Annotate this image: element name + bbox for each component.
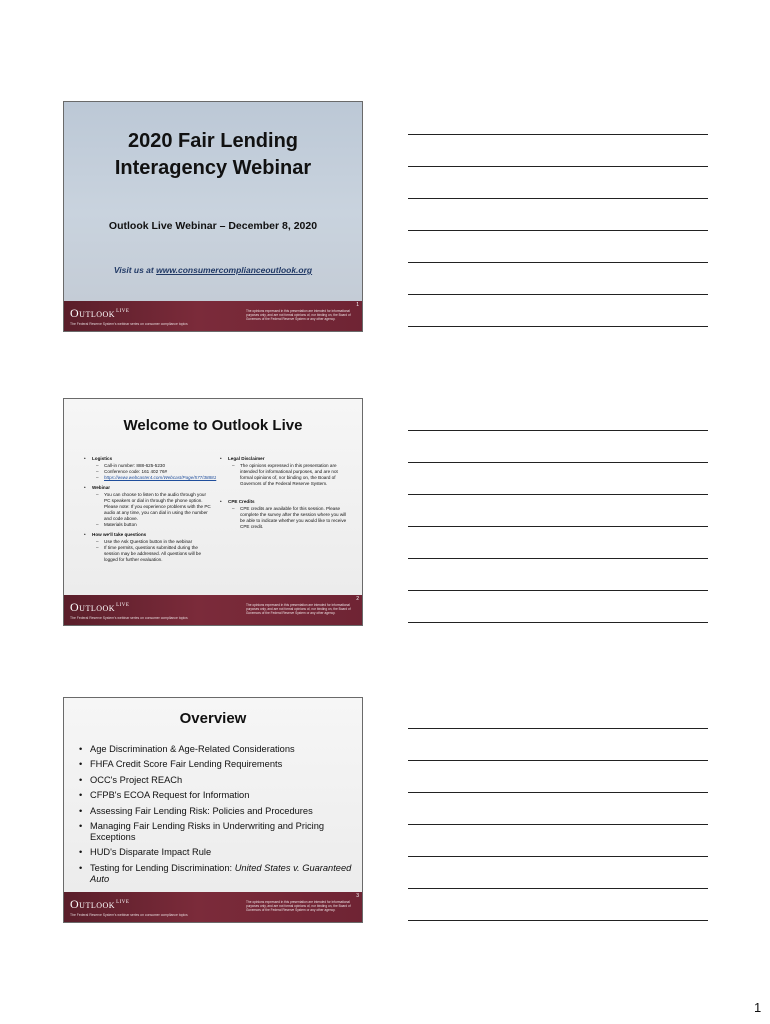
footer-tagline: The Federal Reserve System's webinar series on consumer compliance topics [70,322,188,326]
note-line [408,526,708,527]
note-line [408,824,708,825]
slide-number: 3 [356,893,359,899]
list-item: • Assessing Fair Lending Risk: Policies and Procedures [90,806,363,817]
slide-2-right-column [218,452,350,530]
list-item: • Testing for Lending Discrimination: United States v. Guaranteed Auto [90,863,363,885]
slide-footer [64,892,362,922]
list-item: • Managing Fair Lending Risks in Underwriting and Pricing Exceptions [90,821,363,843]
outlook-logo: Outlook$^{LIVE}$ [70,897,130,911]
slide-1-visit [64,265,362,275]
note-line [408,558,708,559]
slide-1-title-line-2: Interagency Webinar [114,157,312,179]
slide-1-title [64,128,362,182]
footer-disclaimer: The opinions expressed in this presentation are intended for informational purposes only, and are not formal opinions of, nor binding on, the Board of Governors of the Federal Reserve System or any other agency. [246,603,351,615]
cpe-text: – CPE credits are available for this session. Please complete the survey after the session where you will be able to indicate whether you would like to receive CPE credit. [240,506,350,530]
slide-2-body [64,399,362,597]
questions-section: • How we'll take questions – Use the Ask Question button in the webinar – If time permits, questions submitted during the session may be addressed. All questions will be logged for further evaluation. [92,532,212,563]
note-line [408,134,708,135]
list-item: • FHFA Credit Score Fair Lending Requirements [90,759,363,770]
logistics-phone: – Call-in number: 888-625-5230 [104,463,212,469]
footer-tagline: The Federal Reserve System's webinar series on consumer compliance topics [70,913,188,917]
list-item: • HUD's Disparate Impact Rule [90,847,363,858]
slide-2-left-column [82,452,217,563]
webinar-audio-note: – You can choose to listen to the audio through your PC speakers or dial in through the phone option. Please note: If you experience problems with the PC audio at any time, you can dial in using the number and code above. [104,492,212,522]
slide-2 [63,398,363,626]
slide-2-title: Welcome to Outlook Live [123,417,303,434]
footer-disclaimer: The opinions expressed in this presentation are intended for informational purposes only, and are not formal opinions of, nor binding on, the Board of Governors of the Federal Reserve System or any other agency. [246,900,351,912]
note-line [408,622,708,623]
cpe-section: • CPE Credits – CPE credits are available for this session. Please complete the survey after the session where you will be able to indicate whether you would like to receive CPE credit. [228,499,350,530]
slide-footer [64,595,362,625]
list-item: • CFPB's ECOA Request for Information [90,790,363,801]
footer-tagline: The Federal Reserve System's webinar series on consumer compliance topics [70,616,188,620]
logistics-code: – Conference code: 161 402 76# [104,469,212,475]
webinar-section: • Webinar – You can choose to listen to the audio through your PC speakers or dial in through the phone option. Please note: If you experience problems with the PC audio at any time, you can dial in using the number and code above. – Materials button [92,485,212,528]
questions-time: – If time permits, questions submitted during the session may be addressed. All questions will be logged for further evaluation. [104,545,212,563]
note-line [408,494,708,495]
page-number: 1 [754,1000,762,1015]
slide-3-title: Overview [179,710,247,727]
slide-footer [64,301,362,331]
note-line [408,326,708,327]
webcast-link[interactable]: https://www.webcaster4.com/Webcast/Page/577/38881 [104,475,217,480]
note-line [408,462,708,463]
slide-3 [63,697,363,923]
note-line [408,728,708,729]
note-line [408,198,708,199]
legal-text: – The opinions expressed in this presentation are intended for informational purposes, and are not formal opinions of, nor binding on, the Board of Governors of the Federal Reserve System. [240,463,350,487]
slide-1 [63,101,363,332]
outlook-logo: Outlook$^{LIVE}$ [70,600,130,614]
outlook-logo: Outlook$^{LIVE}$ [70,306,130,320]
note-line [408,760,708,761]
slide-1-body [64,102,362,303]
questions-ask: – Use the Ask Question button in the webinar [104,539,212,545]
list-item: • Age Discrimination & Age-Related Considerations [90,744,363,755]
note-line [408,888,708,889]
overview-list [76,744,363,889]
note-line [408,590,708,591]
note-line [408,262,708,263]
note-line [408,166,708,167]
website-link[interactable]: www.consumercomplianceoutlook.org [156,265,313,275]
legal-section: • Legal Disclaimer – The opinions expressed in this presentation are intended for informational purposes, and are not formal opinions of, nor binding on, the Board of Governors of the Federal Reserve System. [228,456,350,487]
note-line [408,792,708,793]
note-line [408,430,708,431]
logistics-section: • Logistics – Call-in number: 888-625-5230 – Conference code: 161 402 76# – https://www.webcaster4.com/Webcast/Page/577/38881 [92,456,212,481]
note-line [408,230,708,231]
slide-number: 2 [356,596,359,602]
note-line [408,856,708,857]
slide-3-body [64,698,362,894]
logistics-link-item [104,475,217,481]
footer-disclaimer: The opinions expressed in this presentation are intended for informational purposes only, and are not formal opinions of, nor binding on, the Board of Governors of the Federal Reserve System or any other agency. [246,309,351,321]
webinar-materials: – Materials button [104,522,212,528]
slide-number: 1 [356,302,359,308]
list-item: • OCC's Project REACh [90,775,363,786]
slide-1-subtitle: Outlook Live Webinar – December 8, 2020 [108,220,318,232]
case-name: United States v. Guaranteed Auto [90,862,352,884]
slide-1-title-line-1: 2020 Fair Lending [127,130,299,152]
note-line [408,294,708,295]
visit-prefix: Visit us at [113,265,157,275]
note-line [408,920,708,921]
